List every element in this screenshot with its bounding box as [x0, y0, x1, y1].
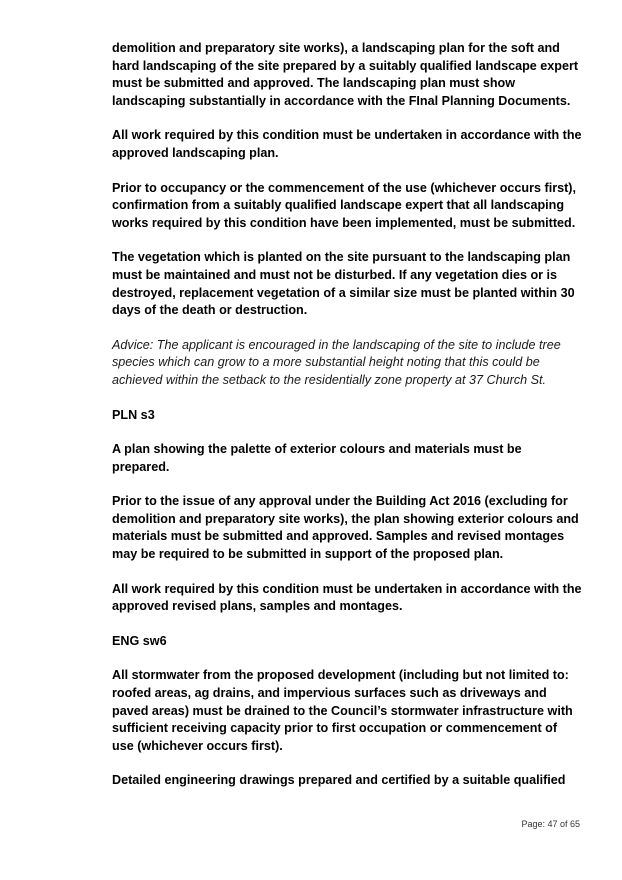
advice-note: Advice: The applicant is encouraged in the landscaping of the site to include tree species which can grow to a more substantial height noting that this could be achieved within the setback to the residentially zone property at 37 Church St. [112, 337, 561, 387]
condition-paragraph: The vegetation which is planted on the site pursuant to the landscaping plan must be maintained and must not be disturbed. If any vegetation dies or is destroyed, replacement vegetation of a similar size must be planted within 30 days of the death or destruction. [112, 250, 575, 318]
condition-paragraph: All work required by this condition must be undertaken in accordance with the approved revised plans, samples and montages. [112, 581, 582, 614]
page-number: Page: 47 of 65 [521, 819, 580, 829]
condition-paragraph: A plan showing the palette of exterior colours and materials must be prepared. [112, 442, 522, 474]
condition-paragraph: All stormwater from the proposed development (including but not limited to: roofed areas, ag drains, and impervious surfaces such as driveways and paved areas) must be drained to the Council’s stormwater infrastructure with sufficient receiving capacity prior to first occupation or commencement of use (whichever occurs first). [112, 668, 573, 753]
condition-paragraph: demolition and preparatory site works), a landscaping plan for the soft and hard landscaping of the site prepared by a suitably qualified landscape expert must be submitted and approved. The landscaping plan must show landscaping substantially in accordance with the FInal Planning Documents. [112, 41, 579, 108]
condition-code-eng-sw6: ENG sw6 [112, 633, 167, 648]
document-body [112, 40, 582, 807]
condition-code-pln-s3: PLN s3 [112, 407, 155, 422]
condition-paragraph: Prior to occupancy or the commencement of the use (whichever occurs first), confirmation from a suitably qualified landscape expert that all landscaping works required by this condition have been implemented, must be submitted. [112, 180, 576, 230]
condition-paragraph: All work required by this condition must be undertaken in accordance with the approved landscaping plan. [112, 128, 582, 160]
condition-paragraph: Prior to the issue of any approval under the Building Act 2016 (excluding for demolition and preparatory site works), the plan showing exterior colours and materials must be submitted and approved. Samples and revised montages may be required to be submitted in support of the proposed plan. [112, 494, 579, 562]
condition-paragraph: Detailed engineering drawings prepared and certified by a suitable qualified [112, 773, 566, 788]
